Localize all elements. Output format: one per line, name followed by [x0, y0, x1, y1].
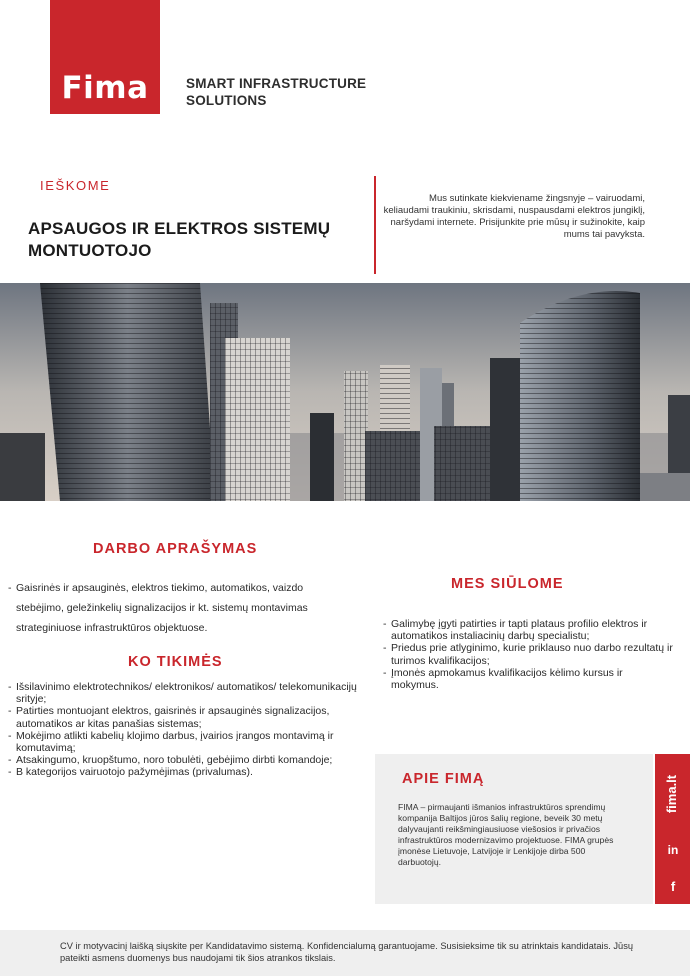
- list-item: - Mokėjimo atlikti kabelių klojimo darbus, įvairios įrangos montavimą ir komutavimą;: [8, 730, 374, 754]
- list-item: - Galimybę įgyti patirties ir tapti plataus profilio elektros ir automatikos instaliacinių darbų specialistu;: [383, 618, 673, 642]
- tagline-line2: SOLUTIONS: [186, 93, 267, 108]
- apie-text: FIMA – pirmaujanti išmanios infrastruktūros sprendimų kompanija Baltijos jūros šalių regione, beveik 30 metų dalyvaujanti reikšmingiausiuose viešosios ir privačios infrastruktūros modernizavimo projektuose. FIMA grupės įmonėse Lietuvoje, Latvijoje ir Lenkijoje dirba 500 darbuotojų.: [398, 802, 614, 867]
- tagline-line1: SMART INFRASTRUCTURE: [186, 76, 367, 91]
- list-item: - Atsakingumo, kruopštumo, noro tobulėti, gebėjimo dirbti komandoje;: [8, 754, 374, 766]
- seeking-label: IEŠKOME: [40, 178, 111, 193]
- city-skyline-image: [0, 283, 690, 501]
- list-item: - Patirties montuojant elektros, gaisrinės ir apsauginės signalizacijos, automatikos ar kitas panašias sistemas;: [8, 705, 374, 729]
- facebook-icon[interactable]: f: [670, 879, 676, 894]
- ko-heading: KO TIKIMĖS: [128, 654, 223, 670]
- list-item: - Įmonės apmokamus kvalifikacijos kėlimo kursus ir mokymus.: [383, 667, 673, 691]
- intro-text: Mus sutinkate kiekviename žingsnyje – vairuodami, keliaudami traukiniu, skrisdami, nuspausdami elektros jungiklį, naršydami internete. Prisijunkite prie mūsų ir sužinokite, kaip mums tai pavyksta.: [383, 193, 645, 240]
- list-item: - Gaisrinės ir apsauginės, elektros tiekimo, automatikos, vaizdo stebėjimo, geležinkelių signalizacijos ir kt. sistemų montavimas strateginiuose infrastruktūros objektuose.: [8, 578, 353, 638]
- website-link[interactable]: fima.lt: [664, 774, 679, 814]
- logo: [50, 0, 160, 114]
- tagline: [186, 75, 366, 109]
- mes-heading: MES SIŪLOME: [451, 576, 564, 592]
- divider-line: [374, 176, 376, 274]
- mes-list: [383, 618, 673, 691]
- linkedin-icon[interactable]: in: [667, 843, 679, 857]
- list-item: - Išsilavinimo elektrotechnikos/ elektronikos/ automatikos/ telekomunikacijų srityje;: [8, 681, 374, 705]
- job-title-line2: MONTUOTOJO: [28, 241, 152, 260]
- list-item: - Priedus prie atlyginimo, kurie priklauso nuo darbo rezultatų ir turimos kvalifikacijos;: [383, 642, 673, 666]
- darbo-heading: DARBO APRAŠYMAS: [93, 541, 258, 557]
- job-title-line1: APSAUGOS IR ELEKTROS SISTEMŲ: [28, 219, 331, 238]
- ko-list: [8, 681, 374, 779]
- list-item: - B kategorijos vairuotojo pažymėjimas (privalumas).: [8, 766, 374, 778]
- logo-text: Fima: [61, 70, 149, 106]
- darbo-list: [8, 578, 353, 638]
- job-title: [28, 218, 368, 262]
- apie-heading: APIE FIMĄ: [402, 771, 485, 787]
- footer-text: CV ir motyvacinį laišką siųskite per Kandidatavimo sistemą. Konfidencialumą garantuojame. Susisieksime tik su atrinktais kandidatais. Jūsų pateikti asmens duomenys bus naudojami tik šios atrankos tikslais.: [60, 941, 634, 963]
